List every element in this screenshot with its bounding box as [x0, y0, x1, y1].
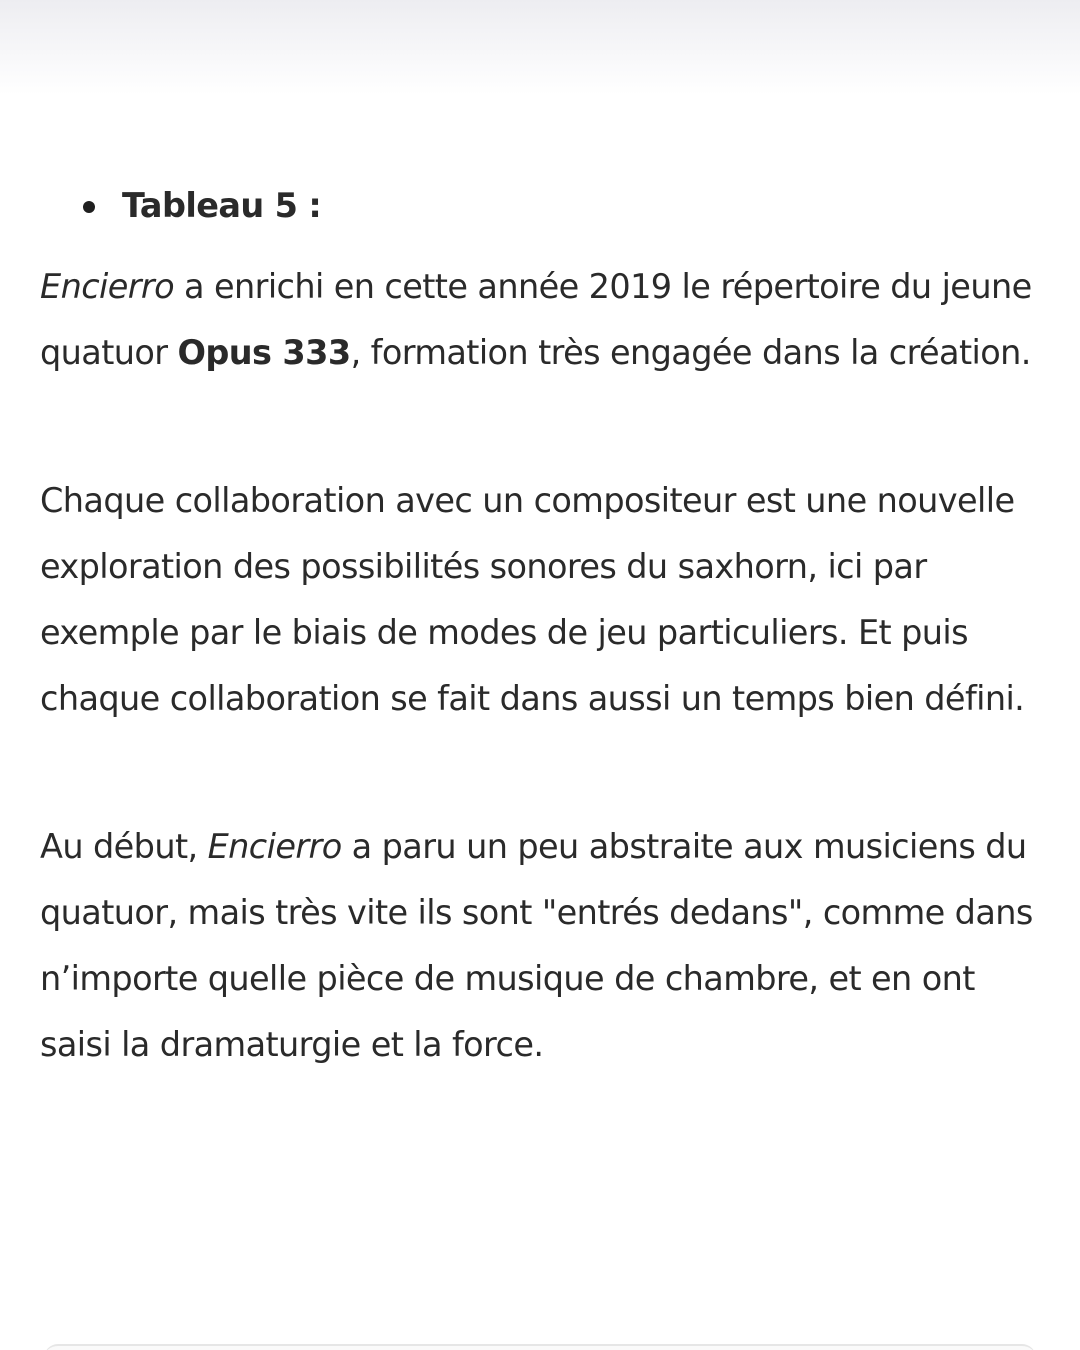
- top-scroll-fade: [0, 0, 1080, 95]
- bullet-heading: [40, 170, 1050, 240]
- bullet-heading-text: Tableau 5 :: [122, 186, 322, 225]
- paragraph-3: [40, 814, 1050, 1078]
- paragraph-2-text: Chaque collaboration avec un compositeur est une nouvelle exploration des possibilités sonores du saxhorn, ici par exemple par le biais de modes de jeu particuliers. Et puis chaque collaboration se fait dans aussi un temps bien défini.: [40, 481, 1025, 718]
- paragraph-1-text-a: a enrichi en cette année 2019 le répertoire du jeune quatuor: [40, 267, 1032, 372]
- paragraph-1: [40, 254, 1050, 386]
- bullet-dot-icon: [83, 201, 95, 213]
- paragraph-2: [40, 468, 1050, 732]
- work-title: Encierro: [40, 267, 174, 306]
- work-title-2: Encierro: [207, 827, 342, 866]
- paragraph-1-text-b: , formation très engagée dans la création.: [350, 333, 1031, 372]
- article-body: [40, 170, 1050, 1078]
- ensemble-name: Opus 333: [177, 333, 351, 372]
- paragraph-3-text-a: Au début,: [40, 827, 208, 866]
- next-card-edge: [44, 1344, 1036, 1350]
- bullet-list: [40, 170, 1050, 240]
- paragraph-3-text-b: a paru un peu abstraite aux musiciens du quatuor, mais très vite ils sont "entrés dedans", comme dans n’importe quelle pièce de musique de chambre, et en ont saisi la dramaturgie et la force.: [40, 827, 1033, 1064]
